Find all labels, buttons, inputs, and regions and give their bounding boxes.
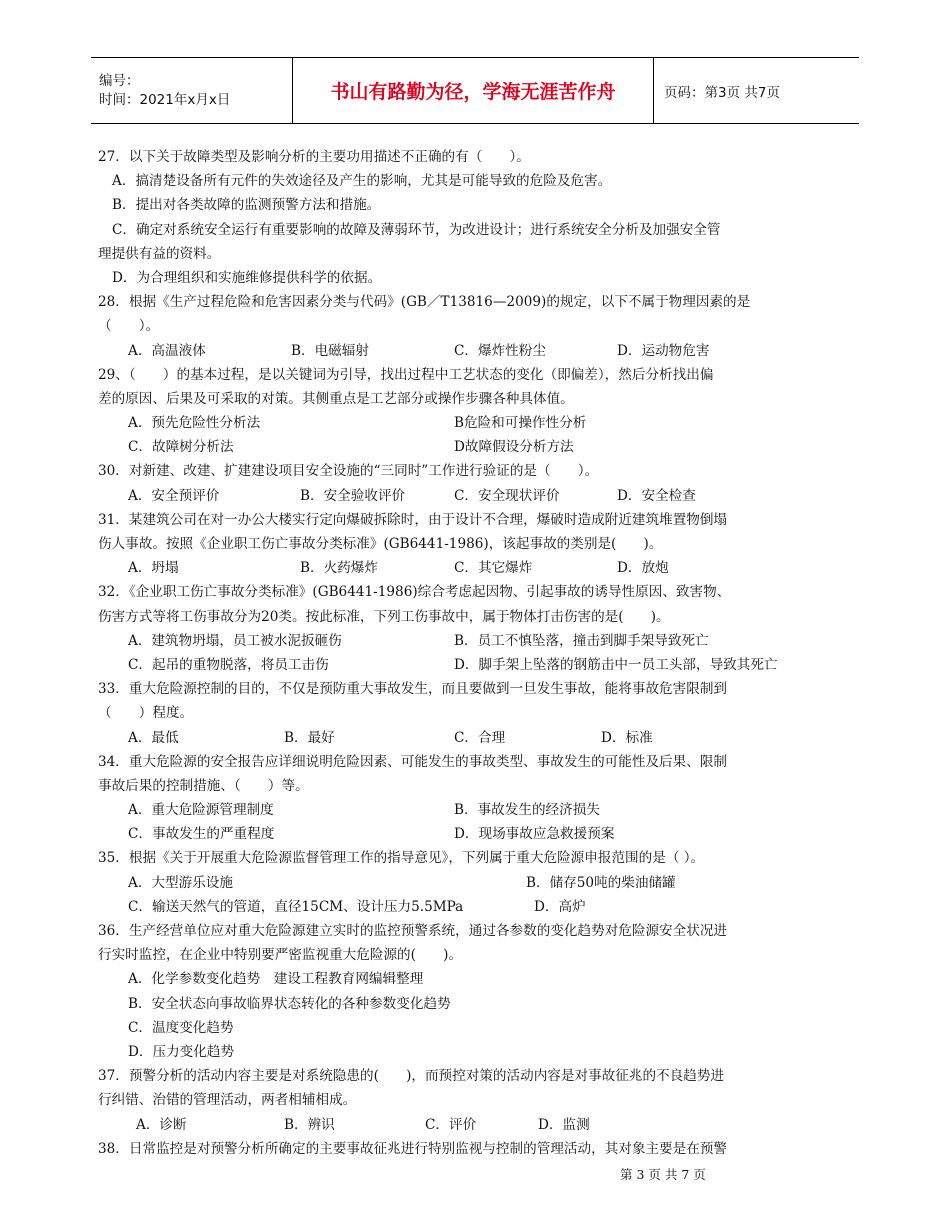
question-35 [98, 846, 850, 919]
option-a: A．重大危险源管理制度 [128, 802, 274, 819]
question-stem: 27．以下关于故障类型及影响分析的主要功用描述不正确的有（ ）。 [98, 149, 530, 165]
option-b: B．储存50吨的柴油储罐 [526, 874, 676, 891]
option-b: B．事故发生的经济损失 [454, 802, 600, 819]
question-stem: 36．生产经营单位应对重大危险源建立实时的监控预警系统，通过各参数的变化趋势对危险源安全状况进 [98, 923, 728, 939]
option-b: B．最好 [284, 729, 335, 746]
option-c: C．安全现状评价 [454, 487, 560, 504]
question-stem-continued: 伤人事故。按照《企业职工伤亡事故分类标准》(GB6441-1986)，该起事故的类别是( )。 [98, 536, 663, 552]
option-a: A．坍塌 [128, 560, 179, 577]
page-footer: 第 3 页 共 7 页 [620, 1167, 706, 1182]
question-38 [98, 1137, 850, 1161]
option-a: A．安全预评价 [128, 487, 220, 504]
question-stem-continued: 伤害方式等将工伤事故分为20类。按此标准，下列工伤事故中，属于物体打击伤害的是( )。 [98, 608, 670, 625]
question-stem: 38．日常监控是对预警分析所确定的主要事故征兆进行特别监视与控制的管理活动，其对象主要是在预警 [98, 1140, 728, 1157]
question-stem-continued: 行纠错、治错的管理活动，两者相辅相成。 [98, 1092, 357, 1109]
options-row [98, 871, 850, 895]
question-33 [98, 677, 850, 750]
question-36 [98, 919, 850, 1064]
header-meta [91, 58, 293, 124]
option-a: A．大型游乐设施 [128, 874, 233, 891]
options-row [98, 895, 850, 919]
option-b: B．提出对各类故障的监测预警方法和措施。 [112, 197, 381, 214]
option-d: D．脚手架上坠落的钢筋击中一员工头部，导致其死亡 [454, 656, 778, 673]
option-c: C．起吊的重物脱落，将员工击伤 [128, 656, 329, 673]
question-stem: 33．重大危险源控制的目的，不仅是预防重大事故发生，而且要做到一旦发生事故，能将事故危害限制到 [98, 681, 728, 698]
option-b: B．员工不慎坠落，撞击到脚手架导致死亡 [454, 632, 709, 649]
options-row [98, 629, 850, 653]
question-stem: 35．根据《关于开展重大危险源监督管理工作的指导意见》，下列属于重大危险源申报范围的是（ ）。 [98, 850, 705, 867]
option-c-continued: 理提供有益的资料。 [98, 245, 221, 262]
header-page-info: 页码：第3页 共7页 [654, 58, 860, 124]
option-a: A．最低 [128, 729, 179, 746]
option-b: B．火药爆炸 [300, 560, 378, 577]
option-d: D．高炉 [534, 898, 586, 915]
option-d: D．为合理组织和实施维修提供科学的依据。 [112, 269, 382, 286]
option-a: A．搞清楚设备所有元件的失效途径及产生的影响，尤其是可能导致的危险及危害。 [112, 173, 612, 190]
option-d: D．压力变化趋势 [128, 1043, 235, 1060]
option-c: C．合理 [454, 729, 506, 746]
question-stem-continued: （ ）。 [98, 318, 160, 335]
option-d: D．放炮 [617, 560, 669, 577]
option-b: B．辨识 [284, 1116, 335, 1133]
options-row [98, 653, 850, 677]
option-c: C．故障树分析法 [128, 439, 234, 456]
options-row [98, 556, 850, 580]
option-c: C．输送天然气的管道，直径15CM、设计压力5.5MPa [128, 898, 464, 915]
question-31 [98, 508, 850, 581]
option-c: C．确定对系统安全运行有重要影响的故障及薄弱环节，为改进设计；进行系统安全分析及加强安全管 [112, 221, 721, 238]
question-list [98, 145, 850, 1161]
option-c: C．事故发生的严重程度 [128, 826, 275, 843]
question-stem-continued: 行实时监控，在企业中特别要严密监视重大危险源的( )。 [98, 947, 463, 964]
options-row [98, 822, 850, 846]
question-29 [98, 363, 850, 460]
option-b: B．安全验收评价 [300, 487, 406, 504]
question-stem: 30．对新建、改建、扩建建设项目安全设施的“三同时”工作进行验证的是（ ）。 [98, 463, 599, 480]
option-d: D．监测 [538, 1116, 590, 1133]
option-c: C．爆炸性粉尘 [454, 342, 546, 359]
option-a: A．高温液体 [128, 342, 206, 359]
question-stem: 32．《企业职工伤亡事故分类标准》(GB6441-1986)综合考虑起因物、引起事故的诱导性原因、致害物、 [98, 584, 731, 601]
option-d: D．安全检查 [617, 487, 696, 504]
question-27 [98, 145, 850, 290]
question-stem: 37．预警分析的活动内容主要是对系统隐患的( )，而预控对策的活动内容是对事故征兆的不良趋势进 [98, 1068, 725, 1085]
option-a: A．建筑物坍塌，员工被水泥扳砸伤 [128, 632, 342, 649]
option-d: D．现场事故应急救援预案 [454, 826, 615, 843]
option-b: B危险和可操作性分析 [454, 415, 587, 432]
question-32 [98, 580, 850, 677]
question-stem-continued: 事故后果的控制措施、（ ）等。 [98, 777, 309, 794]
question-34 [98, 750, 850, 847]
option-c: C．其它爆炸 [454, 560, 533, 577]
question-stem: 31．某建筑公司在对一办公大楼实行定向爆破拆除时，由于设计不合理，爆破时造成附近建筑堆置物倒塌 [98, 511, 728, 528]
header-motto: 书山有路勤为径，学海无涯苦作舟 [293, 58, 654, 124]
question-30 [98, 459, 850, 507]
options-row [98, 411, 850, 435]
question-stem: 34．重大危险源的安全报告应详细说明危险因素、可能发生的事故类型、事故发生的可能性及后果、限制 [98, 753, 728, 770]
option-d: D．标准 [601, 729, 653, 746]
options-row [98, 726, 850, 750]
option-a: A．化学参数变化趋势 建设工程教育网编辑整理 [128, 971, 424, 988]
option-b: B．安全状态向事故临界状态转化的各种参数变化趋势 [128, 995, 451, 1012]
option-c: C．温度变化趋势 [128, 1019, 234, 1036]
question-stem-continued: 差的原因、后果及可采取的对策。其侧重点是工艺部分或操作步骤各种具体值。 [98, 390, 574, 407]
page-header [91, 57, 859, 124]
options-row [98, 798, 850, 822]
option-c: C．评价 [425, 1116, 477, 1133]
question-stem-continued: （ ）程度。 [98, 705, 194, 722]
document-time-label: 时间：2021年x月x日 [99, 91, 231, 108]
question-stem: 28．根据《生产过程危险和危害因素分类与代码》(GB／T13816—2009)的规定，以下不属于物理因素的是 [98, 294, 751, 311]
question-28 [98, 290, 850, 363]
option-d: D．运动物危害 [617, 342, 710, 359]
options-row [98, 484, 850, 508]
document-number-label: 编号： [99, 72, 140, 89]
question-stem: 29、（ ）的基本过程，是以关键词为引导，找出过程中工艺状态的变化（即偏差），然后分析找出偏 [98, 366, 714, 383]
option-b: B．电磁辐射 [291, 342, 369, 359]
question-37 [98, 1064, 850, 1137]
option-a: A．诊断 [136, 1116, 187, 1133]
options-row [98, 339, 850, 363]
options-row [98, 435, 850, 459]
option-d: D故障假设分析方法 [454, 439, 574, 456]
options-row [98, 1113, 850, 1137]
option-a: A．预先危险性分析法 [128, 415, 261, 432]
